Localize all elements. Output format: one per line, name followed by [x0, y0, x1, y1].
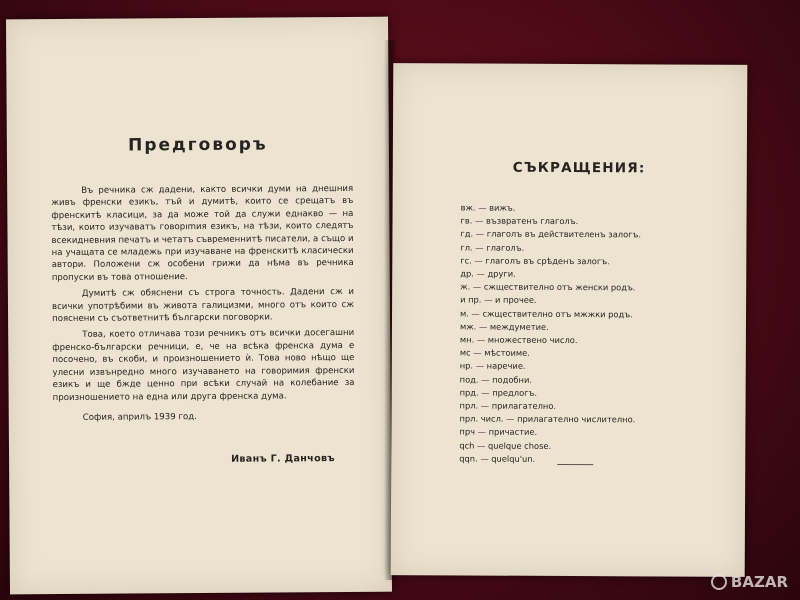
- abbreviation-item: гд. — глаголъ въ действителенъ залогъ.: [460, 228, 642, 240]
- preface-body: [51, 183, 355, 428]
- abbreviation-item: прд. — предлогъ.: [459, 387, 538, 398]
- author-signature: Иванъ Г. Данчовъ: [231, 453, 335, 465]
- abbreviation-item: ж. — сжществително отъ женски родъ.: [460, 281, 636, 293]
- abbreviation-item: мж. — междуметие.: [459, 321, 549, 332]
- abbreviation-item: вж. — вижъ.: [460, 202, 516, 213]
- preface-paragraph: Въ речника сж дадени, както всички думи на днешния живъ френски езикъ, тъй и думитѣ, които се срещатъ въ френскитѣ класици, за да може той да служи еднакво — на тѣзи, които изучаватъ говорımия езикъ, на тѣзи, които следятъ всекидневния печатъ и четатъ съвременнитѣ писатели, а също и на учащата се младежь при изучаване на френскитѣ класически автори. Положени сж особени грижи да нѣма въ речника пропуски въ това отношение.: [51, 183, 354, 283]
- preface-paragraph: Това, което отличава този речникъ отъ всички досегашни френско-български речници, е, че на всѣка френска дума е посочено, въ скоби, и произношението ѝ. Това ново нѣщо ще улесни извънредно много изучаването на говоримия френски езикъ и ще бжде ценно при всѣки случай на колебание за произношението на една или друга френска дума.: [52, 328, 355, 403]
- abbreviation-item: гв. — възвратенъ глаголъ.: [460, 215, 579, 227]
- abbreviation-item: гс. — глаголъ въ срѣденъ залогъ.: [460, 255, 610, 267]
- abbreviation-item: др. — други.: [460, 268, 516, 279]
- abbreviations-title: СЪКРАЩЕНИЯ:: [512, 159, 646, 177]
- abbreviations-list: [459, 201, 641, 466]
- place-date: София, априлъ 1939 год.: [82, 411, 197, 423]
- abbreviation-item: прч — причастие.: [459, 426, 538, 438]
- watermark: [711, 573, 788, 591]
- right-page: [391, 63, 748, 577]
- abbreviation-item: и пр. — и прочее.: [460, 294, 537, 306]
- abbreviation-item: под. — подобни.: [459, 374, 533, 385]
- abbreviation-item: прл. — прилагателно.: [459, 400, 557, 411]
- preface-title: Предговоръ: [127, 134, 268, 156]
- abbreviation-item: нр. — наречие.: [459, 360, 526, 372]
- watermark-text: BAZAR: [730, 573, 788, 591]
- abbreviation-item: мн. — множествено число.: [459, 334, 578, 346]
- preface-paragraph: Думитѣ сж обяснени съ строга точность. Дадени сж и всички употрѣбими въ живота галицизми, много отъ които сж пояснени съ съответнитѣ български поговорки.: [51, 287, 355, 325]
- abbreviation-item: прл. числ. — прилагателно числително.: [459, 413, 636, 425]
- abbreviation-item: qqn. — quelqu'un.: [459, 453, 536, 464]
- abbreviation-item: qch — quelque chose.: [459, 440, 552, 451]
- divider: [557, 464, 593, 465]
- left-page: [6, 17, 392, 595]
- bazar-logo-icon: [711, 574, 727, 590]
- abbreviation-item: гл. — глаголъ.: [460, 242, 525, 253]
- abbreviation-item: мс — мѣстоиме.: [459, 347, 530, 359]
- abbreviation-item: м. — сжществително отъ мжжки родъ.: [460, 308, 633, 319]
